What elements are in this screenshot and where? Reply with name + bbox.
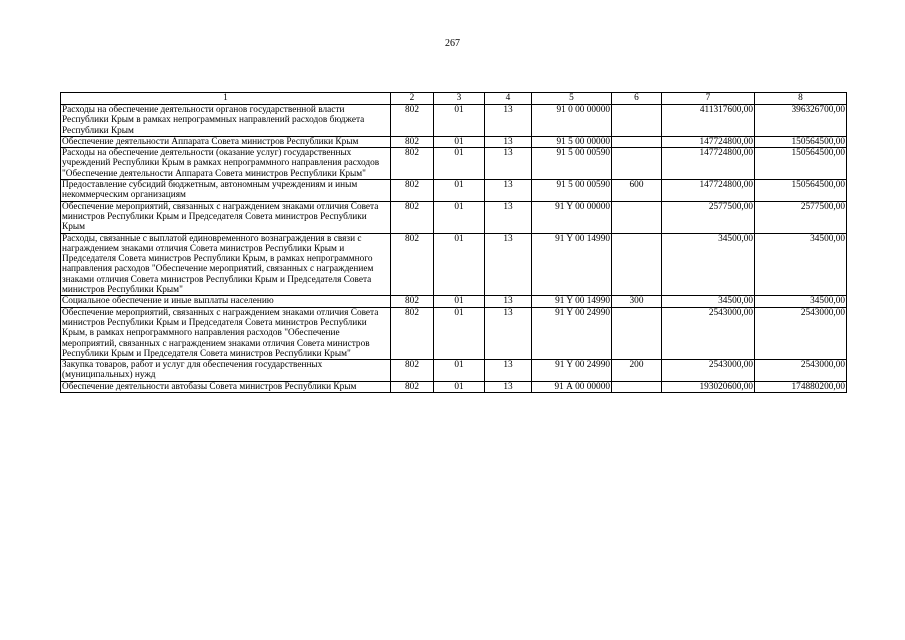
cell-grbs: 802 (391, 307, 434, 359)
table-row (61, 360, 847, 382)
cell-expense-type (612, 201, 662, 233)
cell-amount-8: 34500,00 (755, 233, 847, 296)
cell-grbs: 802 (391, 136, 434, 147)
cell-target-article: 91 0 00 00000 (532, 105, 612, 137)
table-row (61, 136, 847, 147)
cell-amount-8: 150564500,00 (755, 136, 847, 147)
cell-section: 01 (434, 136, 485, 147)
column-header: 5 (532, 93, 612, 105)
cell-amount-8: 174880200,00 (755, 381, 847, 392)
cell-amount-7: 147724800,00 (662, 180, 755, 202)
cell-amount-7: 34500,00 (662, 233, 755, 296)
cell-section: 01 (434, 381, 485, 392)
table-row (61, 148, 847, 180)
cell-grbs: 802 (391, 105, 434, 137)
cell-subsection: 13 (485, 180, 532, 202)
table-row (61, 201, 847, 233)
column-header: 1 (61, 93, 391, 105)
cell-amount-7: 411317600,00 (662, 105, 755, 137)
cell-subsection: 13 (485, 201, 532, 233)
budget-table (60, 92, 847, 393)
cell-grbs: 802 (391, 148, 434, 180)
row-description: Расходы на обеспечение деятельности (оказание услуг) государственных учреждений Республики Крым в рамках непрограммного направления расходов "Обеспечение деятельности Аппарата Совета министров Республики Крым" (61, 148, 391, 180)
cell-amount-8: 150564500,00 (755, 148, 847, 180)
cell-amount-7: 2577500,00 (662, 201, 755, 233)
table-row (61, 105, 847, 137)
cell-subsection: 13 (485, 148, 532, 180)
column-header: 2 (391, 93, 434, 105)
cell-section: 01 (434, 296, 485, 307)
page-number: 267 (445, 38, 460, 49)
cell-amount-8: 2543000,00 (755, 360, 847, 382)
cell-target-article: 91 Y 00 24990 (532, 307, 612, 359)
cell-section: 01 (434, 105, 485, 137)
cell-amount-7: 147724800,00 (662, 148, 755, 180)
cell-subsection: 13 (485, 296, 532, 307)
row-description: Расходы, связанные с выплатой единовременного вознаграждения в связи с награждением знаками отличия Совета министров Республики Крым и Председателя Совета министров Республики Крым, в рамках непрограммного направления расходов "Обеспечение мероприятий, связанных с награждением знаками отличия Совета министров Республики Крым и Председателя Совета министров Республики Крым" (61, 233, 391, 296)
cell-subsection: 13 (485, 381, 532, 392)
cell-subsection: 13 (485, 307, 532, 359)
row-description: Обеспечение деятельности Аппарата Совета министров Республики Крым (61, 136, 391, 147)
cell-grbs: 802 (391, 360, 434, 382)
cell-expense-type: 300 (612, 296, 662, 307)
table-row (61, 296, 847, 307)
cell-target-article: 91 Y 00 14990 (532, 296, 612, 307)
cell-target-article: 91 5 00 00590 (532, 180, 612, 202)
table-row (61, 180, 847, 202)
cell-grbs: 802 (391, 381, 434, 392)
cell-amount-7: 147724800,00 (662, 136, 755, 147)
cell-expense-type (612, 148, 662, 180)
cell-expense-type (612, 136, 662, 147)
cell-section: 01 (434, 360, 485, 382)
column-header: 8 (755, 93, 847, 105)
cell-amount-8: 2577500,00 (755, 201, 847, 233)
cell-amount-7: 34500,00 (662, 296, 755, 307)
column-header: 4 (485, 93, 532, 105)
table-row (61, 381, 847, 392)
cell-expense-type: 600 (612, 180, 662, 202)
column-header: 3 (434, 93, 485, 105)
cell-amount-8: 34500,00 (755, 296, 847, 307)
cell-expense-type (612, 105, 662, 137)
cell-amount-7: 2543000,00 (662, 360, 755, 382)
table-body (61, 105, 847, 393)
cell-grbs: 802 (391, 296, 434, 307)
cell-section: 01 (434, 180, 485, 202)
cell-target-article: 91 А 00 00000 (532, 381, 612, 392)
cell-target-article: 91 Y 00 00000 (532, 201, 612, 233)
column-header: 7 (662, 93, 755, 105)
cell-amount-7: 2543000,00 (662, 307, 755, 359)
cell-section: 01 (434, 233, 485, 296)
cell-target-article: 91 Y 00 14990 (532, 233, 612, 296)
cell-section: 01 (434, 201, 485, 233)
cell-amount-8: 2543000,00 (755, 307, 847, 359)
row-description: Социальное обеспечение и иные выплаты населению (61, 296, 391, 307)
cell-amount-7: 193020600,00 (662, 381, 755, 392)
cell-target-article: 91 5 00 00000 (532, 136, 612, 147)
table-row (61, 233, 847, 296)
cell-section: 01 (434, 307, 485, 359)
cell-subsection: 13 (485, 360, 532, 382)
header-row (61, 93, 847, 105)
cell-target-article: 91 Y 00 24990 (532, 360, 612, 382)
cell-expense-type (612, 307, 662, 359)
column-header: 6 (612, 93, 662, 105)
row-description: Расходы на обеспечение деятельности органов государственной власти Республики Крым в рамках непрограммных направлений расходов бюджета Республики Крым (61, 105, 391, 137)
cell-target-article: 91 5 00 00590 (532, 148, 612, 180)
row-description: Предоставление субсидий бюджетным, автономным учреждениям и иным некоммерческим организациям (61, 180, 391, 202)
row-description: Обеспечение мероприятий, связанных с награждением знаками отличия Совета министров Республики Крым и Председателя Совета министров Республики Крым (61, 201, 391, 233)
cell-section: 01 (434, 148, 485, 180)
cell-subsection: 13 (485, 105, 532, 137)
cell-subsection: 13 (485, 233, 532, 296)
row-description: Обеспечение деятельности автобазы Совета министров Республики Крым (61, 381, 391, 392)
cell-grbs: 802 (391, 201, 434, 233)
cell-expense-type (612, 381, 662, 392)
cell-expense-type (612, 233, 662, 296)
cell-subsection: 13 (485, 136, 532, 147)
cell-grbs: 802 (391, 180, 434, 202)
cell-grbs: 802 (391, 233, 434, 296)
row-description: Закупка товаров, работ и услуг для обеспечения государственных (муниципальных) нужд (61, 360, 391, 382)
cell-expense-type: 200 (612, 360, 662, 382)
cell-amount-8: 150564500,00 (755, 180, 847, 202)
cell-amount-8: 396326700,00 (755, 105, 847, 137)
table-row (61, 307, 847, 359)
row-description: Обеспечение мероприятий, связанных с награждением знаками отличия Совета министров Республики Крым и Председателя Совета министров Республики Крым, в рамках непрограммного направления расходов "Обеспечение мероприятий, связанных с награждением знаками отличия Совета министров Республики Крым и Председателя Совета министров Республики Крым" (61, 307, 391, 359)
